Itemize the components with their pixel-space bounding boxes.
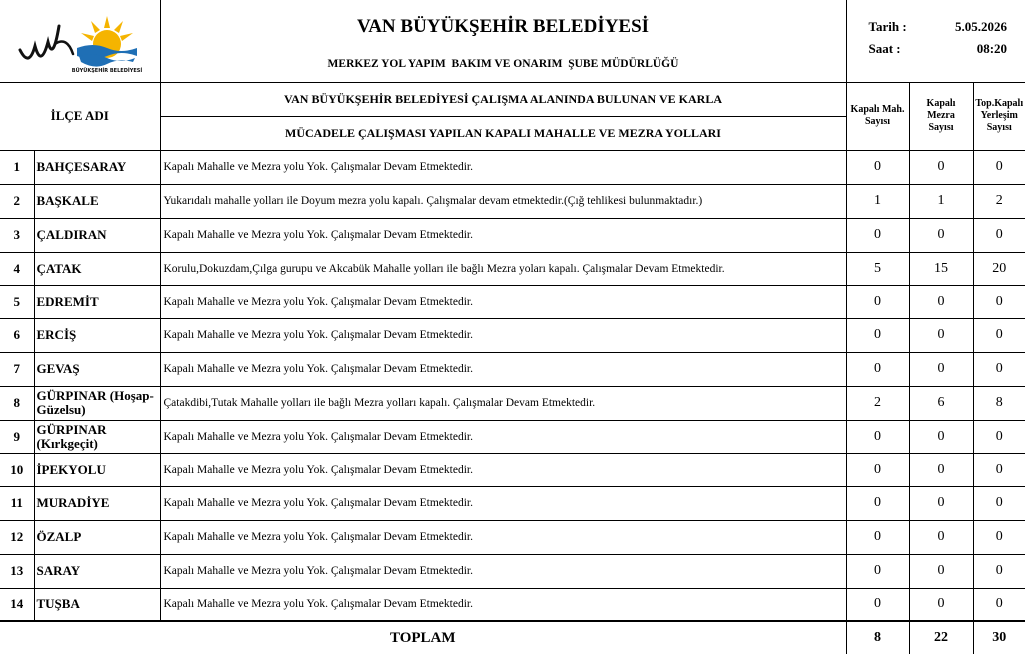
- closed-hamlets-count: 0: [909, 486, 973, 520]
- table-row: [0, 554, 1025, 588]
- totals-row: [0, 621, 1025, 654]
- row-number: 14: [0, 588, 34, 621]
- row-description: Yukarıdalı mahalle yolları ile Doyum mezra yolu kapalı. Çalışmalar devam etmektedir.(Çığ tehlikesi bulunmaktadır.): [160, 184, 846, 218]
- description-header-line2: MÜCADELE ÇALIŞMASI YAPILAN KAPALI MAHALLE VE MEZRA YOLLARI: [160, 116, 846, 150]
- row-description: Kapalı Mahalle ve Mezra yolu Yok. Çalışmalar Devam Etmektedir.: [160, 318, 846, 352]
- closed-neighborhoods-count: 0: [846, 453, 909, 486]
- page-subtitle: MERKEZ YOL YAPIM BAKIM VE ONARIM ŞUBE MÜDÜRLÜĞÜ: [327, 57, 679, 70]
- table-row: [0, 588, 1025, 621]
- table-row: [0, 420, 1025, 453]
- total-closed-count: 0: [973, 520, 1025, 554]
- time-label: Saat :: [868, 40, 901, 56]
- row-number: 13: [0, 554, 34, 588]
- closed-hamlets-count: 15: [909, 252, 973, 285]
- district-name: MURADİYE: [34, 486, 160, 520]
- closed-neighborhoods-count: 0: [846, 318, 909, 352]
- row-description: Kapalı Mahalle ve Mezra yolu Yok. Çalışmalar Devam Etmektedir.: [160, 588, 846, 621]
- closed-neighborhoods-count: 0: [846, 520, 909, 554]
- row-description: Kapalı Mahalle ve Mezra yolu Yok. Çalışmalar Devam Etmektedir.: [160, 218, 846, 252]
- table-row: [0, 252, 1025, 285]
- district-name: BAŞKALE: [34, 184, 160, 218]
- row-description: Kapalı Mahalle ve Mezra yolu Yok. Çalışmalar Devam Etmektedir.: [160, 352, 846, 386]
- district-name: GÜRPINAR (Hoşap-Güzelsu): [34, 386, 160, 420]
- table-row: [0, 150, 1025, 184]
- total-closed-count: 0: [973, 318, 1025, 352]
- closed-hamlets-count: 0: [909, 352, 973, 386]
- closed-hamlets-count: 0: [909, 453, 973, 486]
- table-row: [0, 318, 1025, 352]
- closed-neighborhoods-count: 0: [846, 420, 909, 453]
- closed-neighborhoods-count: 5: [846, 252, 909, 285]
- row-description: Kapalı Mahalle ve Mezra yolu Yok. Çalışmalar Devam Etmektedir.: [160, 285, 846, 318]
- row-description: Kapalı Mahalle ve Mezra yolu Yok. Çalışmalar Devam Etmektedir.: [160, 520, 846, 554]
- row-number: 10: [0, 453, 34, 486]
- row-description: Kapalı Mahalle ve Mezra yolu Yok. Çalışmalar Devam Etmektedir.: [160, 420, 846, 453]
- closed-neighborhoods-header: Kapalı Mah. Sayısı: [846, 82, 909, 150]
- closed-hamlets-count: 6: [909, 386, 973, 420]
- closed-neighborhoods-count: 0: [846, 285, 909, 318]
- table-row: [0, 285, 1025, 318]
- district-name: ÇALDIRAN: [34, 218, 160, 252]
- row-number: 4: [0, 252, 34, 285]
- total-closed-hamlets: 22: [909, 621, 973, 654]
- district-name: ÇATAK: [34, 252, 160, 285]
- closed-hamlets-header: Kapalı Mezra Sayısı: [909, 82, 973, 150]
- closed-hamlets-count: 0: [909, 520, 973, 554]
- total-closed-settlements: 30: [973, 621, 1025, 654]
- date-value: 5.05.2026: [955, 18, 1008, 34]
- district-column-header: İLÇE ADI: [0, 82, 160, 150]
- closed-neighborhoods-count: 2: [846, 386, 909, 420]
- district-name: İPEKYOLU: [34, 453, 160, 486]
- description-header-line1: VAN BÜYÜKŞEHİR BELEDİYESİ ÇALIŞMA ALANINDA BULUNAN VE KARLA: [160, 82, 846, 116]
- total-closed-count: 0: [973, 352, 1025, 386]
- row-number: 5: [0, 285, 34, 318]
- row-number: 6: [0, 318, 34, 352]
- row-description: Korulu,Dokuzdam,Çılga gurupu ve Akcabük Mahalle yolları ile bağlı Mezra yoları kapalı. Çalışmalar Devam Etmektedir.: [160, 252, 846, 285]
- row-description: Kapalı Mahalle ve Mezra yolu Yok. Çalışmalar Devam Etmektedir.: [160, 453, 846, 486]
- row-number: 2: [0, 184, 34, 218]
- total-closed-count: 0: [973, 285, 1025, 318]
- closed-neighborhoods-count: 0: [846, 218, 909, 252]
- row-number: 3: [0, 218, 34, 252]
- total-closed-count: 0: [973, 218, 1025, 252]
- table-row: [0, 386, 1025, 420]
- row-number: 11: [0, 486, 34, 520]
- closed-neighborhoods-count: 0: [846, 150, 909, 184]
- district-name: GÜRPINAR (Kırkgeçit): [34, 420, 160, 453]
- closed-neighborhoods-count: 1: [846, 184, 909, 218]
- closed-neighborhoods-count: 0: [846, 554, 909, 588]
- closed-hamlets-count: 0: [909, 420, 973, 453]
- row-number: 12: [0, 520, 34, 554]
- table-row: [0, 520, 1025, 554]
- total-closed-count: 0: [973, 486, 1025, 520]
- totals-label: TOPLAM: [0, 621, 846, 654]
- district-name: GEVAŞ: [34, 352, 160, 386]
- total-closed-count: 0: [973, 420, 1025, 453]
- row-description: Kapalı Mahalle ve Mezra yolu Yok. Çalışmalar Devam Etmektedir.: [160, 486, 846, 520]
- district-name: SARAY: [34, 554, 160, 588]
- total-closed-count: 0: [973, 150, 1025, 184]
- total-closed-count: 8: [973, 386, 1025, 420]
- closed-hamlets-count: 0: [909, 588, 973, 621]
- table-row: [0, 352, 1025, 386]
- row-description: Kapalı Mahalle ve Mezra yolu Yok. Çalışmalar Devam Etmektedir.: [160, 150, 846, 184]
- closed-hamlets-count: 0: [909, 150, 973, 184]
- table-row: [0, 218, 1025, 252]
- total-closed-count: 2: [973, 184, 1025, 218]
- table-row: [0, 453, 1025, 486]
- district-name: ÖZALP: [34, 520, 160, 554]
- row-number: 1: [0, 150, 34, 184]
- closed-neighborhoods-count: 0: [846, 352, 909, 386]
- district-name: EDREMİT: [34, 285, 160, 318]
- page-title: VAN BÜYÜKŞEHİR BELEDİYESİ: [356, 15, 650, 37]
- row-description: Çatakdibi,Tutak Mahalle yolları ile bağlı Mezra yolları kapalı. Çalışmalar Devam Etmektedir.: [160, 386, 846, 420]
- district-name: ERCİŞ: [34, 318, 160, 352]
- closed-hamlets-count: 1: [909, 184, 973, 218]
- title-cell: [160, 0, 846, 82]
- district-name: BAHÇESARAY: [34, 150, 160, 184]
- total-closed-count: 0: [973, 588, 1025, 621]
- row-number: 9: [0, 420, 34, 453]
- closed-hamlets-count: 0: [909, 285, 973, 318]
- row-number: 8: [0, 386, 34, 420]
- closed-hamlets-count: 0: [909, 218, 973, 252]
- closed-hamlets-count: 0: [909, 554, 973, 588]
- closed-neighborhoods-count: 0: [846, 588, 909, 621]
- closed-hamlets-count: 0: [909, 318, 973, 352]
- total-closed-header: Top.Kapalı Yerleşim Sayısı: [973, 82, 1025, 150]
- total-closed-count: 0: [973, 554, 1025, 588]
- logo-cell: [0, 0, 160, 82]
- total-closed-neighborhoods: 8: [846, 621, 909, 654]
- date-label: Tarih :: [868, 18, 907, 34]
- time-value: 08:20: [976, 40, 1008, 56]
- row-description: Kapalı Mahalle ve Mezra yolu Yok. Çalışmalar Devam Etmektedir.: [160, 554, 846, 588]
- total-closed-count: 20: [973, 252, 1025, 285]
- district-name: TUŞBA: [34, 588, 160, 621]
- table-row: [0, 486, 1025, 520]
- van-municipality-logo-icon: [15, 6, 145, 76]
- svg-text:BÜYÜKŞEHİR BELEDİYESİ: BÜYÜKŞEHİR BELEDİYESİ: [71, 67, 142, 74]
- date-time-cell: [846, 0, 1025, 82]
- closed-neighborhoods-count: 0: [846, 486, 909, 520]
- total-closed-count: 0: [973, 453, 1025, 486]
- row-number: 7: [0, 352, 34, 386]
- table-row: [0, 184, 1025, 218]
